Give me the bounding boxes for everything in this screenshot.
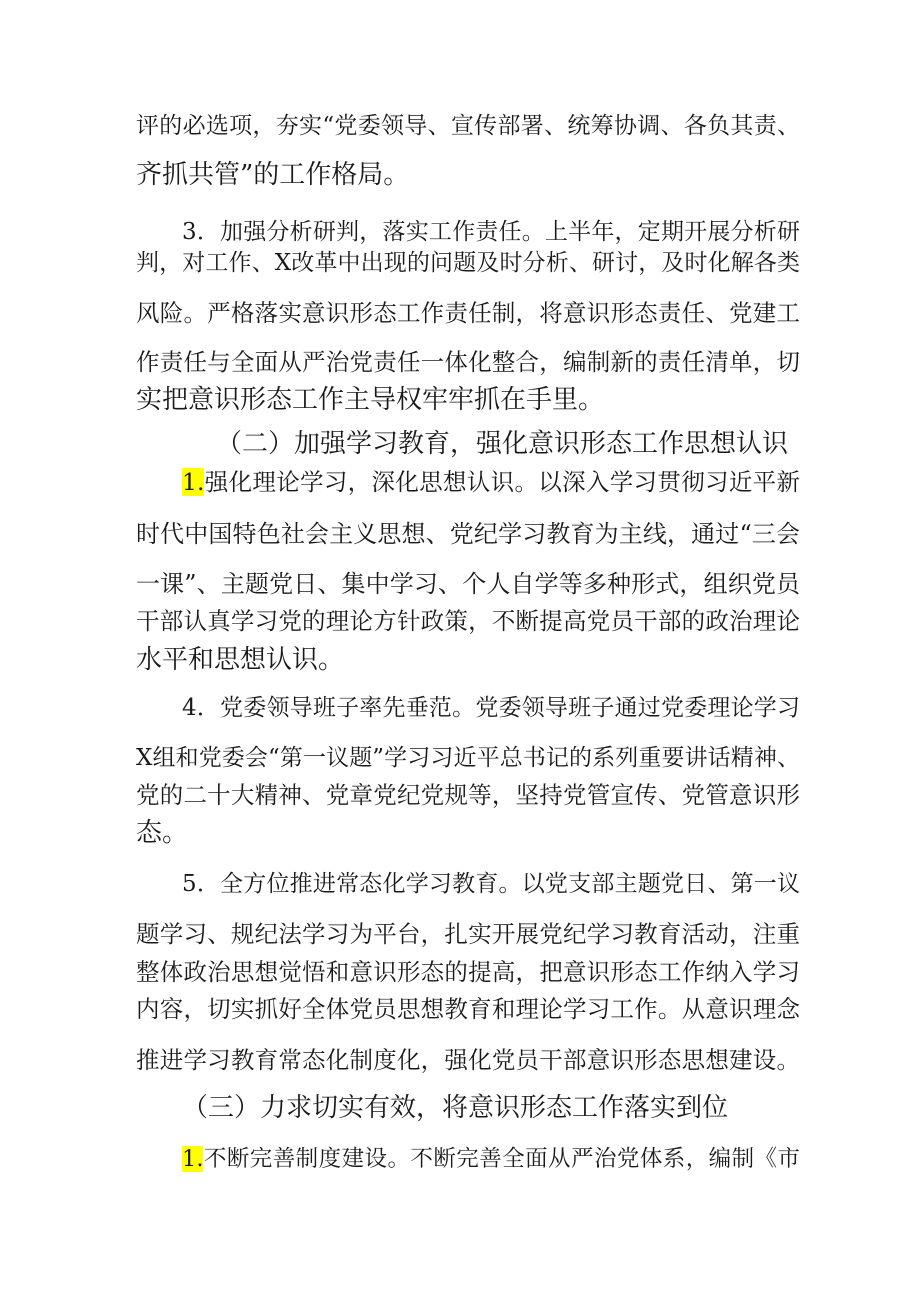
highlighted-number: 1.	[182, 468, 205, 496]
paragraph-line: 3．加强分析研判，落实工作责任。上半年，定期开展分析研	[182, 219, 800, 245]
paragraph-line: 作责任与全面从严治党责任一体化整合，编制新的责任清单，切	[136, 348, 800, 376]
paragraph-line: 风险。严格落实意识形态工作责任制，将意识形态责任、党建工	[136, 299, 800, 327]
section-heading: （三）力求切实有效，将意识形态工作落实到位	[182, 1093, 729, 1123]
paragraph-text: 不断完善制度建设。不断完善全面从严治党体系，编制《市	[203, 1146, 800, 1172]
paragraph-line: 一课”、主题党日、集中学习、个人自学等多种形式，组织党员	[136, 570, 800, 598]
paragraph-line: 态。	[136, 818, 189, 848]
section-heading: （二）加强学习教育，强化意识形态工作思想认识	[216, 429, 789, 459]
paragraph-text: 强化理论学习，深化思想认识。以深入学习贯彻习近平新	[204, 468, 800, 496]
paragraph-line: 实把意识形态工作主导权牢牢抓在手里。	[136, 385, 605, 415]
paragraph-line: 干部认真学习党的理论方针政策，不断提高党员干部的政治理论	[136, 607, 800, 635]
paragraph-line: 水平和思想认识。	[136, 645, 345, 675]
highlighted-number: 1.	[182, 1146, 204, 1172]
paragraph-line: 时代中国特色社会主义思想、党纪学习教育为主线，通过“三会	[136, 520, 800, 548]
paragraph-line: 题学习、规纪法学习为平台，扎实开展党纪学习教育活动，注重	[136, 920, 800, 948]
paragraph-line: 评的必选项，夯实“党委领导、宣传部署、统筹协调、各负其责、	[136, 113, 800, 139]
paragraph-line	[182, 1139, 800, 1179]
paragraph-line: 5．全方位推进常态化学习教育。以党支部主题党日、第一议	[182, 871, 800, 897]
paragraph-line: 内容，切实抓好全体党员思想教育和理论学习工作。从意识理念	[136, 995, 800, 1023]
paragraph-line: 党的二十大精神、党章党纪党规等，坚持党管宣传、党管意识形	[136, 781, 800, 809]
paragraph-line: 整体政治思想觉悟和意识形态的提高，把意识形态工作纳入学习	[136, 958, 800, 986]
paragraph-line: X组和党委会“第一议题”学习习近平总书记的系列重要讲话精神、	[136, 745, 800, 771]
paragraph-line: 判，对工作、X改革中出现的问题及时分析、研讨，及时化解各类	[136, 250, 800, 276]
paragraph-line: 齐抓共管”的工作格局。	[136, 160, 410, 190]
paragraph-line: 4．党委领导班子率先垂范。党委领导班子通过党委理论学习	[182, 695, 800, 721]
paragraph-line: 推进学习教育常态化制度化，强化党员干部意识形态思想建设。	[136, 1046, 800, 1074]
paragraph-line	[182, 462, 800, 502]
